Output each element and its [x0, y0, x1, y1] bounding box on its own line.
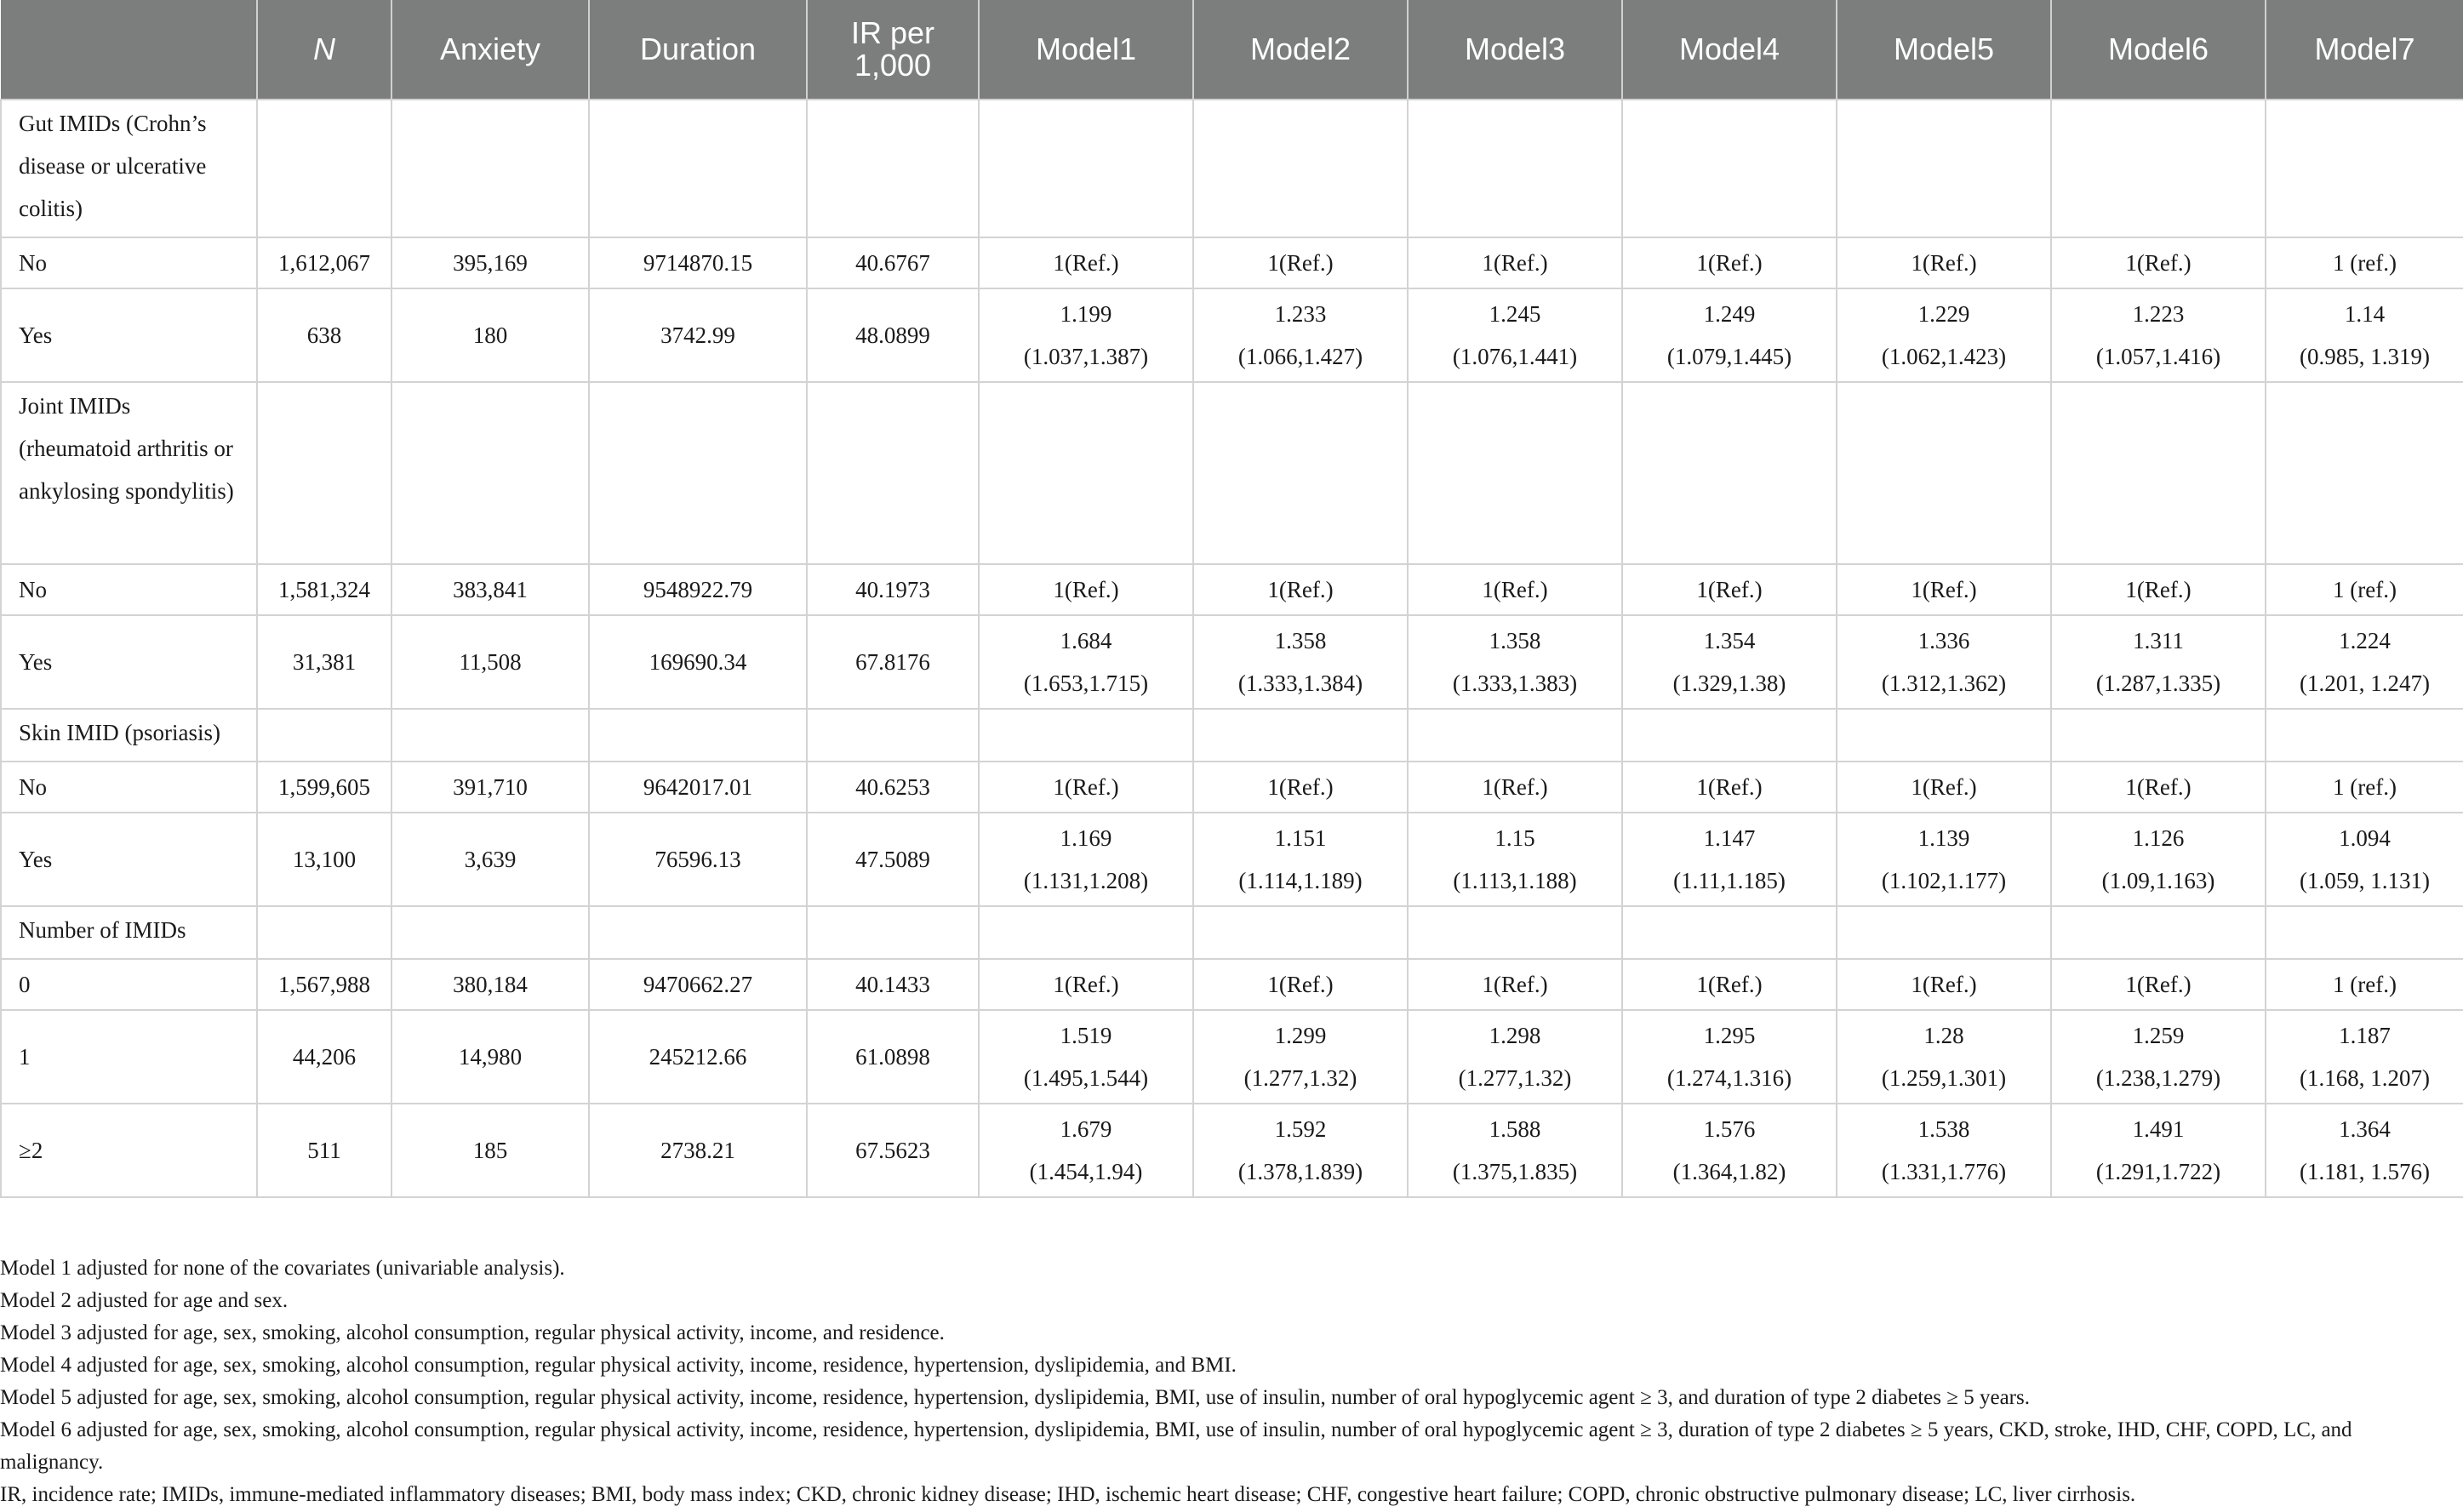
hazard-ratio: 1.588 [1489, 1116, 1541, 1142]
confidence-interval: (1.364,1.82) [1672, 1159, 1786, 1184]
model-cell [1622, 1104, 1837, 1197]
model-cell [2051, 1104, 2266, 1197]
table-cell: 40.6767 [807, 237, 979, 288]
empty-cell [979, 906, 1193, 959]
header-cell-row-label [1, 0, 257, 100]
empty-cell [1193, 906, 1408, 959]
hazard-ratio: 1.147 [1703, 825, 1756, 851]
confidence-interval: (1.201, 1.247) [2300, 670, 2430, 696]
table-cell: 511 [257, 1104, 391, 1197]
table-cell: 9714870.15 [589, 237, 807, 288]
confidence-interval: (1.059, 1.131) [2300, 868, 2430, 893]
table-cell: 40.1973 [807, 564, 979, 615]
model-cell [2266, 288, 2463, 382]
hazard-ratio: 1.139 [1917, 825, 1970, 851]
empty-cell [1193, 100, 1408, 237]
hazard-ratio: 1.229 [1917, 301, 1970, 327]
hazard-ratio: 1.311 [2133, 628, 2184, 653]
hazard-ratio: 1.295 [1703, 1023, 1756, 1048]
empty-cell [391, 382, 589, 564]
confidence-interval: (1.062,1.423) [1881, 344, 2007, 369]
model-cell [1837, 615, 2051, 709]
empty-cell [807, 100, 979, 237]
model-cell [2266, 615, 2463, 709]
table-row [1, 906, 2463, 959]
table-cell: 44,206 [257, 1010, 391, 1104]
empty-cell [1837, 709, 2051, 762]
table-cell: 1(Ref.) [1408, 959, 1622, 1010]
empty-cell [257, 100, 391, 237]
hazard-ratio: 1.245 [1489, 301, 1541, 327]
model-cell [2266, 1104, 2463, 1197]
confidence-interval: (1.076,1.441) [1452, 344, 1578, 369]
header-cell: Anxiety [391, 0, 589, 100]
header-cell: Model3 [1408, 0, 1622, 100]
hazard-ratio: 1.28 [1923, 1023, 1964, 1048]
hazard-ratio: 1.233 [1274, 301, 1327, 327]
table-cell: 1(Ref.) [1837, 959, 2051, 1010]
table-cell: 67.8176 [807, 615, 979, 709]
model-cell [1837, 288, 2051, 382]
hazard-ratio: 1.684 [1060, 628, 1112, 653]
hazard-ratio: 1.519 [1060, 1023, 1112, 1048]
header-cell: Model6 [2051, 0, 2266, 100]
table-cell: 9642017.01 [589, 762, 807, 813]
confidence-interval: (0.985, 1.319) [2300, 344, 2430, 369]
confidence-interval: (1.329,1.38) [1672, 670, 1786, 696]
footnote: Model 3 adjusted for age, sex, smoking, alcohol consumption, regular physical activity, income, and residence. [0, 1321, 945, 1344]
empty-cell [257, 906, 391, 959]
confidence-interval: (1.09,1.163) [2101, 868, 2215, 893]
hazard-ratio: 1.336 [1917, 628, 1970, 653]
table-cell: 1,599,605 [257, 762, 391, 813]
footnote: Model 6 adjusted for age, sex, smoking, alcohol consumption, regular physical activity, income, residence, hypertension, dyslipidemia, BMI, use of insulin, number of oral hypoglycemic agent ≥ 3, duration of type 2 diabetes ≥ 5 years, CKD, stroke, IHD, CHF, COPD, LC, and malignancy. [0, 1418, 2352, 1474]
table-cell: 1(Ref.) [979, 762, 1193, 813]
table-cell: 380,184 [391, 959, 589, 1010]
table-cell: 1(Ref.) [2051, 762, 2266, 813]
hazard-ratio: 1.538 [1917, 1116, 1970, 1142]
table-cell: 48.0899 [807, 288, 979, 382]
confidence-interval: (1.375,1.835) [1452, 1159, 1578, 1184]
confidence-interval: (1.168, 1.207) [2300, 1065, 2430, 1091]
table-row [1, 288, 2463, 382]
empty-cell [1837, 906, 2051, 959]
empty-cell [2051, 382, 2266, 564]
table-cell: 1,612,067 [257, 237, 391, 288]
confidence-interval: (1.079,1.445) [1666, 344, 1792, 369]
hazard-ratio: 1.358 [1489, 628, 1541, 653]
model-cell [979, 813, 1193, 906]
table-cell: 40.1433 [807, 959, 979, 1010]
table-cell: 1(Ref.) [2051, 237, 2266, 288]
table-cell: 1 (ref.) [2266, 762, 2463, 813]
table-cell: 1(Ref.) [1837, 762, 2051, 813]
confidence-interval: (1.312,1.362) [1881, 670, 2007, 696]
empty-cell [2266, 709, 2463, 762]
empty-cell [1193, 709, 1408, 762]
table-cell: 1(Ref.) [979, 237, 1193, 288]
empty-cell [1408, 100, 1622, 237]
empty-cell [391, 100, 589, 237]
empty-cell [1622, 382, 1837, 564]
confidence-interval: (1.277,1.32) [1458, 1065, 1572, 1091]
confidence-interval: (1.287,1.335) [2095, 670, 2221, 696]
table-cell: 391,710 [391, 762, 589, 813]
row-label: No [1, 564, 257, 615]
model-cell [2051, 615, 2266, 709]
table-cell: 61.0898 [807, 1010, 979, 1104]
empty-cell [2266, 906, 2463, 959]
empty-cell [1622, 709, 1837, 762]
footnote: Model 4 adjusted for age, sex, smoking, alcohol consumption, regular physical activity, income, residence, hypertension, dyslipidemia, and BMI. [0, 1354, 1237, 1377]
table-cell: 14,980 [391, 1010, 589, 1104]
header-row [1, 0, 2463, 100]
table-row [1, 762, 2463, 813]
empty-cell [589, 906, 807, 959]
table-cell: 1 (ref.) [2266, 237, 2463, 288]
empty-cell [589, 100, 807, 237]
model-cell [1837, 813, 2051, 906]
table-row [1, 1010, 2463, 1104]
table-cell: 1(Ref.) [1622, 959, 1837, 1010]
model-cell [1193, 1010, 1408, 1104]
table-cell: 13,100 [257, 813, 391, 906]
confidence-interval: (1.037,1.387) [1023, 344, 1149, 369]
row-label: Yes [1, 288, 257, 382]
empty-cell [979, 709, 1193, 762]
model-cell [1622, 813, 1837, 906]
confidence-interval: (1.653,1.715) [1023, 670, 1149, 696]
model-cell [2051, 813, 2266, 906]
table-row [1, 382, 2463, 564]
empty-cell [1408, 709, 1622, 762]
hazard-ratio: 1.151 [1274, 825, 1327, 851]
empty-cell [2266, 382, 2463, 564]
table-cell: 40.6253 [807, 762, 979, 813]
empty-cell [807, 709, 979, 762]
empty-cell [257, 382, 391, 564]
table-body [1, 100, 2463, 1197]
table-cell: 1(Ref.) [1193, 762, 1408, 813]
confidence-interval: (1.274,1.316) [1666, 1065, 1792, 1091]
table-cell: 76596.13 [589, 813, 807, 906]
model-cell [2266, 1010, 2463, 1104]
category-label: Skin IMID (psoriasis) [1, 709, 257, 762]
table-cell: 383,841 [391, 564, 589, 615]
confidence-interval: (1.066,1.427) [1237, 344, 1363, 369]
confidence-interval: (1.454,1.94) [1029, 1159, 1143, 1184]
model-cell [2266, 813, 2463, 906]
header-cell: N [257, 0, 391, 100]
table-row [1, 564, 2463, 615]
empty-cell [1622, 100, 1837, 237]
model-cell [979, 288, 1193, 382]
category-label: Number of IMIDs [1, 906, 257, 959]
empty-cell [979, 382, 1193, 564]
empty-cell [1408, 382, 1622, 564]
confidence-interval: (1.277,1.32) [1243, 1065, 1357, 1091]
hazard-ratio: 1.14 [2344, 301, 2386, 327]
empty-cell [807, 906, 979, 959]
confidence-interval: (1.181, 1.576) [2300, 1159, 2430, 1184]
confidence-interval: (1.113,1.188) [1453, 868, 1577, 893]
hazard-ratio: 1.223 [2132, 301, 2185, 327]
table-cell: 1(Ref.) [2051, 959, 2266, 1010]
empty-cell [1837, 382, 2051, 564]
confidence-interval: (1.102,1.177) [1881, 868, 2007, 893]
footnote: Model 2 adjusted for age and sex. [0, 1289, 289, 1312]
model-cell [1408, 1010, 1622, 1104]
model-cell [1837, 1104, 2051, 1197]
model-cell [979, 1104, 1193, 1197]
row-label: ≥2 [1, 1104, 257, 1197]
hazard-ratio: 1.298 [1489, 1023, 1541, 1048]
table-cell: 1(Ref.) [1408, 237, 1622, 288]
confidence-interval: (1.378,1.839) [1237, 1159, 1363, 1184]
row-label: 1 [1, 1010, 257, 1104]
header-cell: Model7 [2266, 0, 2463, 100]
hazard-ratio: 1.126 [2132, 825, 2185, 851]
model-cell [1837, 1010, 2051, 1104]
model-cell [979, 1010, 1193, 1104]
table-cell: 638 [257, 288, 391, 382]
model-cell [1193, 288, 1408, 382]
footnote: IR, incidence rate; IMIDs, immune-mediated inflammatory diseases; BMI, body mass index; CKD, chronic kidney disease; IHD, ischemic heart disease; CHF, congestive heart failure; COPD, chronic obstructive pulmonary disease; LC, liver cirrhosis. [0, 1483, 2136, 1506]
confidence-interval: (1.11,1.185) [1673, 868, 1786, 893]
table-footnotes [0, 1252, 2451, 1511]
category-label: Gut IMIDs (Crohn’s disease or ulcerative colitis) [1, 100, 257, 237]
row-label: Yes [1, 813, 257, 906]
hazard-ratio: 1.15 [1494, 825, 1535, 851]
table-cell: 1(Ref.) [1837, 564, 2051, 615]
model-cell [1622, 1010, 1837, 1104]
table-cell: 31,381 [257, 615, 391, 709]
empty-cell [1837, 100, 2051, 237]
table-row [1, 959, 2463, 1010]
hazard-ratio: 1.679 [1060, 1116, 1112, 1142]
table-cell: 1,581,324 [257, 564, 391, 615]
empty-cell [2266, 100, 2463, 237]
empty-cell [979, 100, 1193, 237]
header-cell: IR per 1,000 [807, 0, 979, 100]
hazard-ratio: 1.358 [1274, 628, 1327, 653]
table-cell: 47.5089 [807, 813, 979, 906]
table-cell: 1(Ref.) [1193, 237, 1408, 288]
hazard-ratio: 1.491 [2132, 1116, 2185, 1142]
confidence-interval: (1.291,1.722) [2095, 1159, 2221, 1184]
table-cell: 169690.34 [589, 615, 807, 709]
table-cell: 67.5623 [807, 1104, 979, 1197]
model-cell [1408, 1104, 1622, 1197]
header-cell: Duration [589, 0, 807, 100]
confidence-interval: (1.333,1.384) [1237, 670, 1363, 696]
header-cell: Model2 [1193, 0, 1408, 100]
empty-cell [1408, 906, 1622, 959]
table-row [1, 813, 2463, 906]
confidence-interval: (1.057,1.416) [2095, 344, 2221, 369]
row-label: Yes [1, 615, 257, 709]
table-cell: 1(Ref.) [979, 564, 1193, 615]
hazard-ratio: 1.364 [2339, 1116, 2391, 1142]
empty-cell [391, 906, 589, 959]
table-cell: 1(Ref.) [1193, 959, 1408, 1010]
table-cell: 1(Ref.) [1622, 564, 1837, 615]
empty-cell [257, 709, 391, 762]
table-cell: 1(Ref.) [1622, 237, 1837, 288]
empty-cell [391, 709, 589, 762]
hazard-ratio: 1.259 [2132, 1023, 2185, 1048]
empty-cell [2051, 100, 2266, 237]
hazard-ratio: 1.187 [2339, 1023, 2391, 1048]
table-cell: 1(Ref.) [1408, 564, 1622, 615]
table-cell: 1(Ref.) [1622, 762, 1837, 813]
confidence-interval: (1.495,1.544) [1023, 1065, 1149, 1091]
table-cell: 1(Ref.) [979, 959, 1193, 1010]
row-label: No [1, 237, 257, 288]
header-cell: Model1 [979, 0, 1193, 100]
hazard-ratio: 1.094 [2339, 825, 2391, 851]
hazard-ratio: 1.354 [1703, 628, 1756, 653]
table-cell: 185 [391, 1104, 589, 1197]
empty-cell [589, 382, 807, 564]
confidence-interval: (1.114,1.189) [1238, 868, 1363, 893]
table-row [1, 237, 2463, 288]
header-cell: Model5 [1837, 0, 2051, 100]
model-cell [979, 615, 1193, 709]
table-row [1, 1104, 2463, 1197]
hazard-ratio: 1.224 [2339, 628, 2391, 653]
table-cell: 1(Ref.) [1408, 762, 1622, 813]
hazard-ratio: 1.199 [1060, 301, 1112, 327]
model-cell [1408, 615, 1622, 709]
table-cell: 2738.21 [589, 1104, 807, 1197]
table-cell: 1(Ref.) [2051, 564, 2266, 615]
table-cell: 11,508 [391, 615, 589, 709]
confidence-interval: (1.259,1.301) [1881, 1065, 2007, 1091]
table-row [1, 100, 2463, 237]
table-cell: 9470662.27 [589, 959, 807, 1010]
empty-cell [2051, 906, 2266, 959]
model-cell [1622, 288, 1837, 382]
confidence-interval: (1.131,1.208) [1023, 868, 1149, 893]
footnote: Model 5 adjusted for age, sex, smoking, alcohol consumption, regular physical activity, income, residence, hypertension, dyslipidemia, BMI, use of insulin, number of oral hypoglycemic agent ≥ 3, and duration of type 2 diabetes ≥ 5 years. [0, 1386, 2030, 1409]
table-row [1, 615, 2463, 709]
table-cell: 180 [391, 288, 589, 382]
category-label: Joint IMIDs (rheumatoid arthritis or ankylosing spondylitis) [1, 382, 257, 564]
table-cell: 9548922.79 [589, 564, 807, 615]
table-cell: 1 (ref.) [2266, 959, 2463, 1010]
table-cell: 3742.99 [589, 288, 807, 382]
hazard-ratio: 1.576 [1703, 1116, 1756, 1142]
table-cell: 1 (ref.) [2266, 564, 2463, 615]
row-label: No [1, 762, 257, 813]
hazard-ratio: 1.299 [1274, 1023, 1327, 1048]
row-label: 0 [1, 959, 257, 1010]
model-cell [1193, 1104, 1408, 1197]
table-cell: 3,639 [391, 813, 589, 906]
table-cell: 1,567,988 [257, 959, 391, 1010]
table-cell: 395,169 [391, 237, 589, 288]
empty-cell [1622, 906, 1837, 959]
model-cell [1622, 615, 1837, 709]
hazard-ratio: 1.249 [1703, 301, 1756, 327]
empty-cell [2051, 709, 2266, 762]
model-cell [2051, 288, 2266, 382]
header-cell: Model4 [1622, 0, 1837, 100]
empty-cell [589, 709, 807, 762]
model-cell [1408, 288, 1622, 382]
confidence-interval: (1.331,1.776) [1881, 1159, 2007, 1184]
table-cell: 1(Ref.) [1837, 237, 2051, 288]
confidence-interval: (1.238,1.279) [2095, 1065, 2221, 1091]
confidence-interval: (1.333,1.383) [1452, 670, 1578, 696]
model-cell [1193, 813, 1408, 906]
model-cell [1408, 813, 1622, 906]
empty-cell [1193, 382, 1408, 564]
empty-cell [807, 382, 979, 564]
footnote: Model 1 adjusted for none of the covariates (univariable analysis). [0, 1257, 565, 1280]
table-cell: 1(Ref.) [1193, 564, 1408, 615]
hazard-ratio: 1.169 [1060, 825, 1112, 851]
table-cell: 245212.66 [589, 1010, 807, 1104]
hazard-ratio: 1.592 [1274, 1116, 1327, 1142]
model-cell [1193, 615, 1408, 709]
model-cell [2051, 1010, 2266, 1104]
table-row [1, 709, 2463, 762]
